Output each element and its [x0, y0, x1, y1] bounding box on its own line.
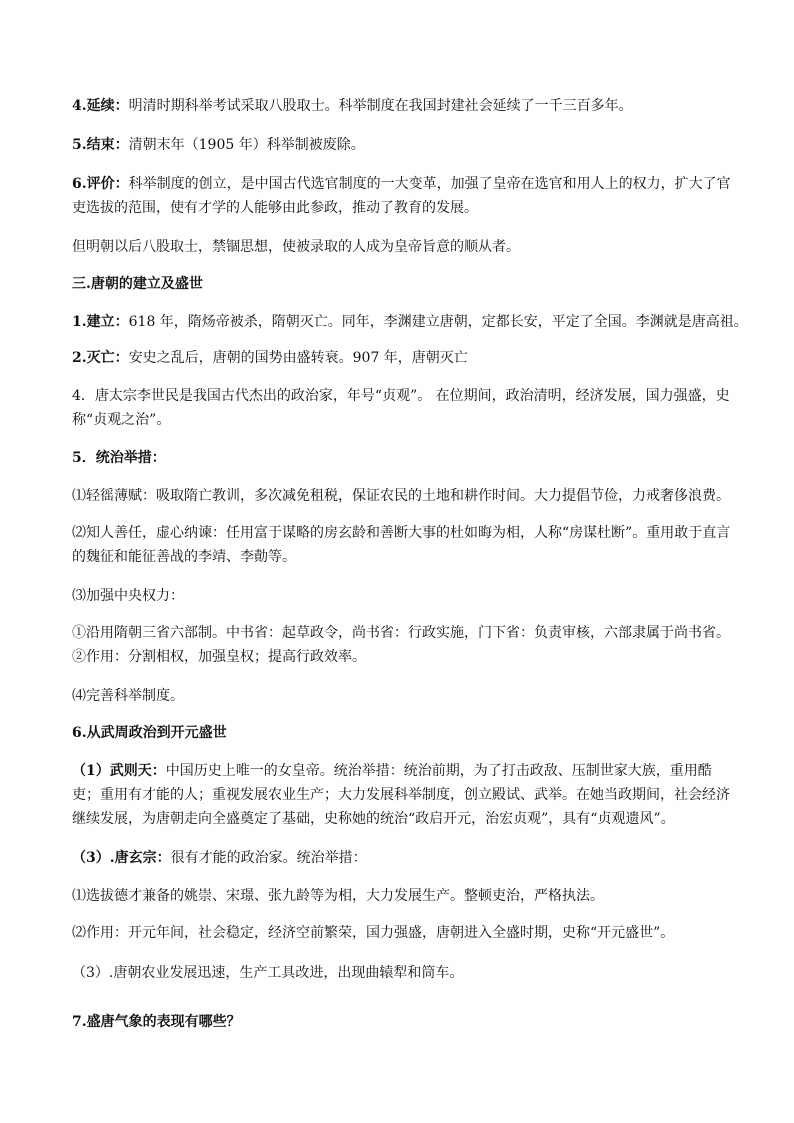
paragraph-label: 5.结束： — [72, 137, 129, 153]
paragraph-text: 中国历史上唯一的女皇帝。统治举措：统治前期，为了打击政敌、压制世家大族，重用酷吏；重用有才能的人；重视发展农业生产；大力发展科举制度，创立殿试、武举。在她当政期间，社会经济继续发展，为唐朝走向全盛奠定了基础，史称她的统治“政启开元，治宏贞观”，具有“贞观遗风”。 — [72, 763, 730, 827]
paragraph-text: 科举制度的创立，是中国古代选官制度的一大变革，加强了皇帝在选官和用人上的权力，扩大了官吏选拔的范围，使有才学的人能够由此参政，推动了教育的发展。 — [72, 176, 731, 216]
paragraph-end — [72, 133, 732, 157]
paragraph-text: 618 年，隋炀帝被杀，隋朝灭亡。同年，李渊建立唐朝，定都长安，平定了全国。李渊就是唐高祖。 — [128, 314, 748, 330]
paragraph-text: 安史之乱后，唐朝的国势由盛转衰。907 年，唐朝灭亡 — [128, 350, 468, 366]
list-item — [72, 584, 732, 608]
paragraph-evaluation — [72, 172, 732, 220]
section-heading-text: 7.盛唐气象的表现有哪些？ — [72, 1014, 241, 1030]
section-heading-text: 6.从武周政治到开元盛世 — [72, 725, 227, 741]
paragraph-taizong — [72, 384, 732, 432]
list-item — [72, 621, 732, 669]
paragraph-label: 1.建立： — [72, 314, 129, 330]
list-item — [72, 521, 732, 569]
list-item — [72, 961, 732, 985]
section-heading — [72, 272, 732, 296]
paragraph-text: ⑵知人善任，虚心纳谏：任用富于谋略的房玄龄和善断大事的杜如晦为相，人称“房谋杜断”。重用敢于直言的魏征和能征善战的李靖、李勣等。 — [72, 525, 731, 565]
paragraph-label: 4.延续： — [72, 98, 129, 114]
paragraph-text: ⑴轻徭薄赋：吸取隋亡教训，多次减免租税，保证农民的土地和耕作时间。大力提倡节俭，力戒奢侈浪费。 — [72, 488, 730, 504]
paragraph-text: 4．唐太宗李世民是我国古代杰出的政治家，年号“贞观”。 在位期间，政治清明，经济发展，国力强盛，史称“贞观之治”。 — [72, 388, 730, 428]
section-heading — [72, 1010, 732, 1034]
section-heading-text: 三.唐朝的建立及盛世 — [72, 276, 203, 292]
paragraph-text: （3）.唐朝农业发展迅速，生产工具改进，出现曲辕犁和筒车。 — [72, 965, 464, 981]
paragraph-continuation — [72, 94, 732, 118]
section-heading — [72, 446, 732, 470]
paragraph-text: 明清时期科举考试采取八股取士。科举制度在我国封建社会延续了一千三百多年。 — [128, 98, 633, 114]
paragraph-text: 清朝末年（1905 年）科举制被废除。 — [128, 137, 365, 153]
paragraph-text: ⑴选拔德才兼备的姚崇、宋璟、张九龄等为相，大力发展生产。整顿吏治，严格执法。 — [72, 888, 604, 904]
paragraph-label: （1）武则天： — [72, 763, 166, 779]
paragraph-founding — [72, 310, 748, 334]
section-heading-text: 5．统治举措： — [72, 450, 166, 466]
paragraph-note — [72, 235, 732, 259]
paragraph-xuanzong — [72, 846, 732, 870]
list-item — [72, 684, 732, 708]
section-heading — [72, 721, 732, 745]
paragraph-text: 很有才能的政治家。统治举措： — [170, 850, 367, 866]
list-item — [72, 884, 732, 908]
paragraph-fall — [72, 346, 732, 370]
paragraph-text: ⑵作用：开元年间，社会稳定，经济空前繁荣，国力强盛，唐朝进入全盛时期，史称“开元盛世”。 — [72, 925, 675, 941]
paragraph-text: ①沿用隋朝三省六部制。中书省：起草政令，尚书省：行政实施，门下省：负责审核，六部隶属于尚书省。②作用：分割相权，加强皇权；提高行政效率。 — [72, 625, 730, 665]
paragraph-text: ⑶加强中央权力： — [72, 588, 184, 604]
list-item — [72, 484, 732, 508]
list-item — [72, 921, 732, 945]
paragraph-wuzetian — [72, 759, 732, 831]
paragraph-label: 2.灭亡： — [72, 350, 129, 366]
paragraph-label: 6.评价： — [72, 176, 129, 192]
paragraph-text: ⑷完善科举制度。 — [72, 688, 184, 704]
paragraph-label: （3）.唐玄宗： — [72, 850, 171, 866]
paragraph-text: 但明朝以后八股取士，禁锢思想，使被录取的人成为皇帝旨意的顺从者。 — [72, 239, 520, 255]
